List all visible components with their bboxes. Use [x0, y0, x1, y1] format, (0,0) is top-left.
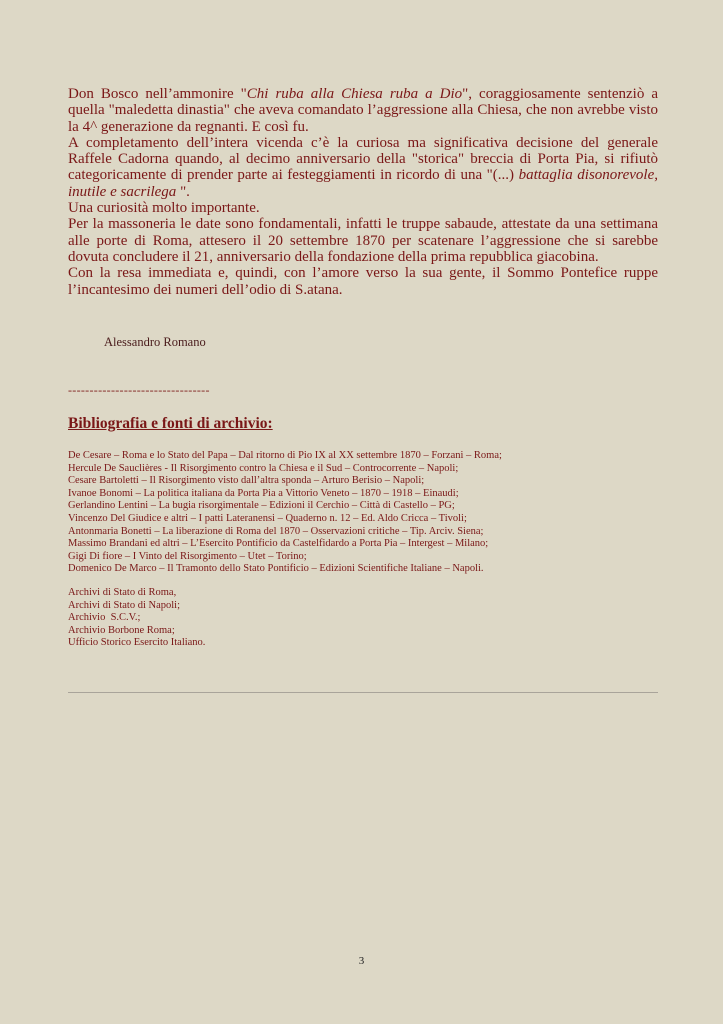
paragraph-conclusion: Con la resa immediata e, quindi, con l’amore verso la sua gente, il Sommo Pontefice ruppe l’incantesimo dei numeri dell’odio di S.atana.: [68, 265, 658, 298]
list-item: Ivanoe Bonomi – La politica italiana da Porta Pia a Vittorio Veneto – 1870 – 1918 – Einaudi;: [68, 487, 459, 499]
quote-don-bosco: Chi ruba alla Chiesa ruba a Dio: [246, 86, 463, 102]
horizontal-rule: [68, 692, 658, 693]
quote-cadorna: battaglia disonorevole, inutile e sacrilega: [68, 167, 658, 200]
list-item: Archivi di Stato di Napoli;: [68, 599, 180, 611]
article-body: [68, 86, 658, 298]
paragraph-don-bosco: Don Bosco nell’ammonire "Chi ruba alla Chiesa ruba a Dio", coraggiosamente sentenziò a quella "maledetta dinastia" che aveva comandato l’aggressione alla Chiesa, che non avrebbe visto la 4^ generazione da regnanti. E così fu.: [68, 86, 658, 135]
list-item: Cesare Bartoletti – Il Risorgimento visto dall’altra sponda – Arturo Berisio – Napoli;: [68, 475, 425, 487]
list-item: Antonmaria Bonetti – La liberazione di Roma del 1870 – Osservazioni critiche – Tip. Arciv. Siena;: [68, 525, 484, 537]
bibliography-list: [68, 450, 668, 576]
author-signature: Alessandro Romano: [104, 335, 206, 349]
list-item: Gigi Di fiore – I Vinto del Risorgimento – Utet – Torino;: [68, 550, 307, 562]
list-item: Hercule De Sauclières - Il Risorgimento contro la Chiesa e il Sud – Controcorrente – Napoli;: [68, 462, 459, 474]
list-item: Archivio Borbone Roma;: [68, 624, 175, 636]
list-item: De Cesare – Roma e lo Stato del Papa – Dal ritorno di Pio IX al XX settembre 1870 – Forzani – Roma;: [68, 450, 502, 461]
page-number: 3: [358, 955, 365, 967]
list-item: Domenico De Marco – Il Tramonto dello Stato Pontificio – Edizioni Scientifiche Italiane – Napoli.: [68, 563, 484, 575]
paragraph-curiosity: Una curiosità molto importante.: [68, 200, 260, 217]
list-item: Archivio S.C.V.;: [68, 612, 141, 624]
paragraph-cadorna: A completamento dell’intera vicenda c’è la curiosa ma significativa decisione del generale Raffele Cadorna quando, al decimo anniversario della "storica" breccia di Porta Pia, si rifiutò categoricamente di prender parte ai festeggiamenti in ricordo di una "(...) battaglia disonorevole, inutile e sacrilega ".: [68, 134, 658, 200]
paragraph-massoneria: Per la massoneria le date sono fondamentali, infatti le truppe sabaude, attestate da una settimana alle porte di Roma, attesero il 20 settembre 1870 per scatenare l’aggressione che si sarebbe dovuta concludere il 21, anniversario della fondazione della prima repubblica giacobina.: [68, 216, 658, 265]
archives-list: [68, 587, 668, 650]
list-item: Massimo Brandani ed altri – L’Esercito Pontificio da Castelfidardo a Porta Pia – Intergest – Milano;: [68, 538, 489, 550]
bibliography-title: Bibliografia e fonti di archivio:: [68, 415, 273, 432]
list-item: Ufficio Storico Esercito Italiano.: [68, 637, 206, 649]
separator-line: ---------------------------------: [68, 383, 210, 397]
list-item: Vincenzo Del Giudice e altri – I patti Lateranensi – Quaderno n. 12 – Ed. Aldo Cricca – Tivoli;: [68, 512, 467, 524]
list-item: Archivi di Stato di Roma,: [68, 587, 177, 598]
list-item: Gerlandino Lentini – La bugia risorgimentale – Edizioni il Cerchio – Città di Castello – PG;: [68, 500, 455, 512]
